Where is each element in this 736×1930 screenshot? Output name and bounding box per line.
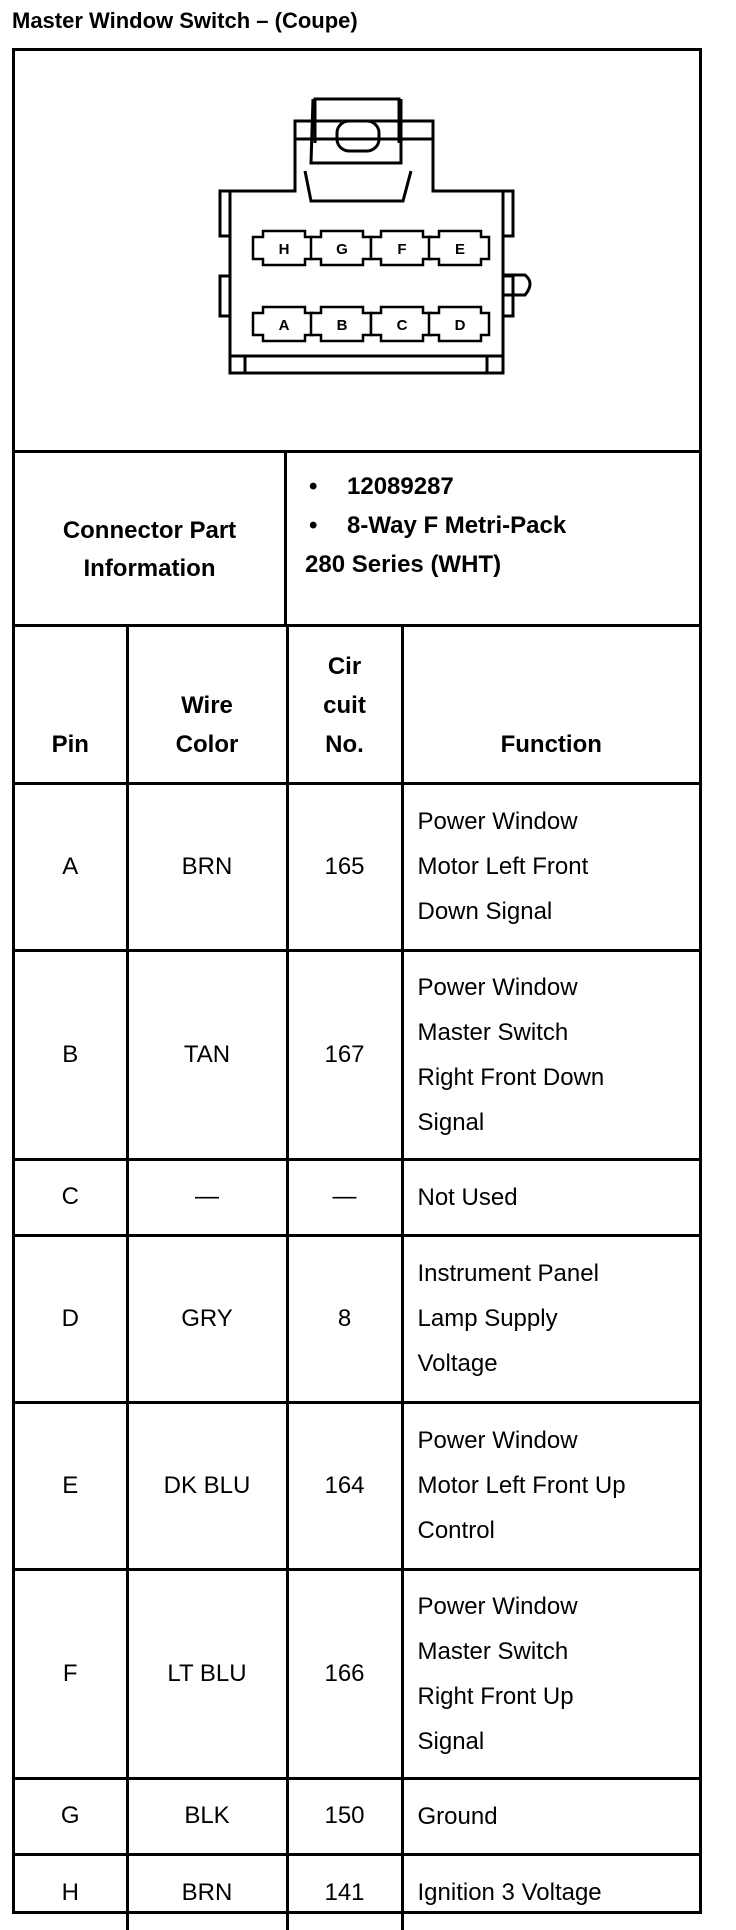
connector-part-info-list xyxy=(305,467,695,584)
connector-type: 8-Way F Metri-Pack xyxy=(347,512,567,539)
function-line: Voltage xyxy=(417,1350,498,1377)
header-function: Function xyxy=(402,627,699,783)
table-row xyxy=(15,1159,699,1235)
connector-type-item xyxy=(305,506,695,545)
header-wire-color-line2: Color xyxy=(175,730,239,758)
header-circuit-line1: Cir xyxy=(327,652,362,680)
function-line: Power Window xyxy=(417,1592,578,1620)
connector-table-frame xyxy=(12,48,702,1914)
function-line: Motor Left Front xyxy=(417,853,589,880)
circuit-cell: 141 xyxy=(287,1854,402,1930)
cavity-label-d: D xyxy=(454,317,466,334)
function-line: Control xyxy=(417,1517,495,1544)
circuit-cell: 165 xyxy=(287,783,402,950)
table-row xyxy=(15,950,699,1159)
circuit-cell: 150 xyxy=(287,1778,402,1854)
cavity-label-f: F xyxy=(397,241,407,258)
connector-part-info-label xyxy=(15,453,287,624)
table-row xyxy=(15,1402,699,1569)
table-row xyxy=(15,1235,699,1402)
function-line: Power Window xyxy=(417,973,578,1001)
header-circuit-line2: cuit xyxy=(323,691,366,719)
function-line: Ground xyxy=(417,1802,498,1830)
circuit-cell: 166 xyxy=(287,1569,402,1778)
part-number-item xyxy=(305,467,695,506)
function-cell xyxy=(402,783,699,950)
header-pin: Pin xyxy=(15,627,127,783)
pin-cell: F xyxy=(15,1569,127,1778)
function-line: Power Window xyxy=(417,1427,578,1454)
function-cell xyxy=(402,1159,699,1235)
part-info-label-line2: Information xyxy=(83,554,216,582)
function-cell xyxy=(402,1569,699,1778)
function-line: Motor Left Front Up xyxy=(417,1472,626,1499)
cavity-label-h: H xyxy=(278,241,290,258)
wire-color-cell: DK BLU xyxy=(127,1402,287,1569)
pin-cell: E xyxy=(15,1402,127,1569)
cavity-label-g: G xyxy=(336,241,348,258)
function-line: Right Front Up xyxy=(417,1682,574,1710)
table-row xyxy=(15,1569,699,1778)
wire-color-cell: LT BLU xyxy=(127,1569,287,1778)
cavity-label-c: C xyxy=(396,317,408,334)
bullet-icon: • xyxy=(309,512,318,539)
function-cell xyxy=(402,1854,699,1930)
circuit-cell: 167 xyxy=(287,950,402,1159)
header-wire-color-line1: Wire xyxy=(181,691,233,719)
cavity-label-a: A xyxy=(278,317,290,334)
function-line: Master Switch xyxy=(417,1637,569,1665)
function-cell xyxy=(402,1778,699,1854)
circuit-cell: — xyxy=(287,1159,402,1235)
circuit-cell: 164 xyxy=(287,1402,402,1569)
connector-diagram xyxy=(15,51,699,453)
connector-part-info-row xyxy=(15,453,699,627)
function-line: Right Front Down xyxy=(417,1063,605,1091)
header-circuit-no xyxy=(287,627,402,783)
pin-cell: D xyxy=(15,1235,127,1402)
table-row xyxy=(15,783,699,950)
function-line: Instrument Panel xyxy=(417,1260,599,1287)
pinout-table xyxy=(15,627,699,1930)
pinout-header-row xyxy=(15,627,699,783)
pin-cell: B xyxy=(15,950,127,1159)
connector-drawing xyxy=(15,51,699,450)
wire-color-cell: BRN xyxy=(127,783,287,950)
part-info-label-line1: Connector Part xyxy=(62,516,237,544)
pin-cell: G xyxy=(15,1778,127,1854)
wire-color-cell: GRY xyxy=(127,1235,287,1402)
function-line: Master Switch xyxy=(417,1018,569,1046)
function-cell xyxy=(402,1402,699,1569)
header-circuit-line3: No. xyxy=(325,730,364,758)
cavity-label-b: B xyxy=(336,317,348,334)
function-line: Signal xyxy=(417,1108,485,1136)
wire-color-cell: BRN xyxy=(127,1854,287,1930)
pin-cell: A xyxy=(15,783,127,950)
wire-color-cell: — xyxy=(127,1159,287,1235)
function-line: Lamp Supply xyxy=(417,1305,558,1332)
function-cell xyxy=(402,1235,699,1402)
pin-cell: C xyxy=(15,1159,127,1235)
pin-cell: H xyxy=(15,1854,127,1930)
bullet-icon: • xyxy=(309,473,318,500)
part-number: 12089287 xyxy=(347,473,454,500)
connector-series: 280 Series (WHT) xyxy=(305,551,502,578)
function-line: Ignition 3 Voltage xyxy=(417,1879,602,1907)
function-line: Signal xyxy=(417,1727,485,1755)
page-title: Master Window Switch – (Coupe) xyxy=(12,8,358,33)
function-line: Down Signal xyxy=(417,898,553,925)
function-line: Not Used xyxy=(417,1183,518,1211)
wire-color-cell: BLK xyxy=(127,1778,287,1854)
circuit-cell: 8 xyxy=(287,1235,402,1402)
header-wire-color xyxy=(127,627,287,783)
table-row xyxy=(15,1854,699,1930)
function-line: Power Window xyxy=(417,808,578,835)
cavity-label-e: E xyxy=(454,241,466,258)
table-row xyxy=(15,1778,699,1854)
wire-color-cell: TAN xyxy=(127,950,287,1159)
function-cell xyxy=(402,950,699,1159)
